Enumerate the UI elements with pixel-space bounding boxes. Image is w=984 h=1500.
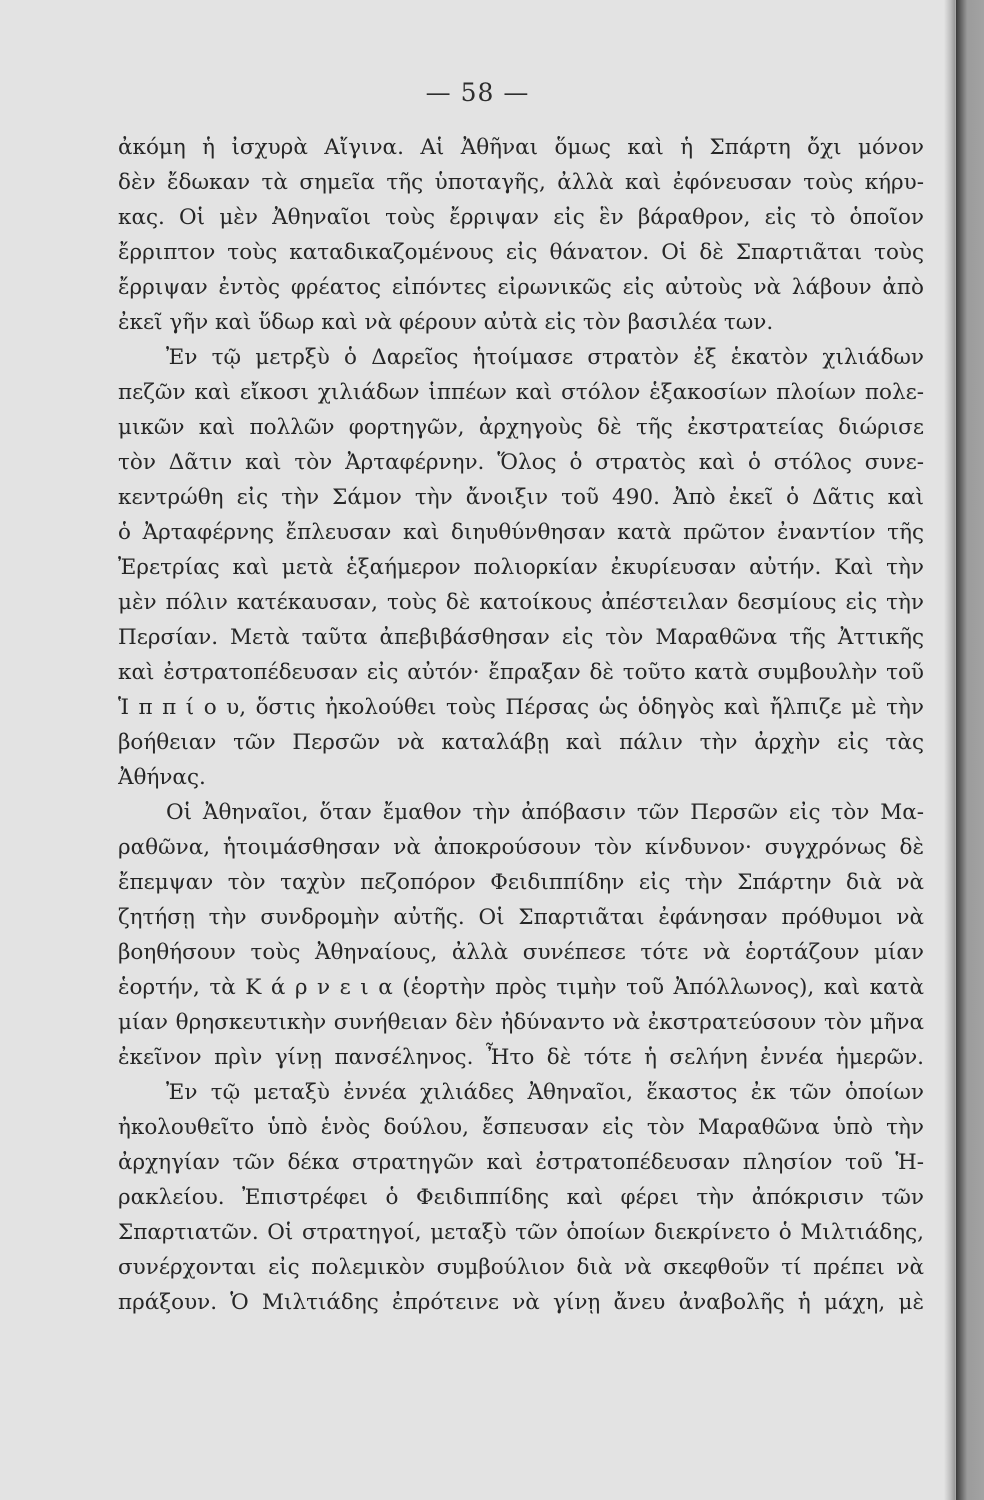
text-line: ὁ Ἀρταφέρνης ἔπλευσαν καὶ διηυθύνθησαν κατὰ πρῶτον ἐναντίον τῆς: [118, 520, 924, 545]
text-line: ἔπεμψαν τὸν ταχὺν πεζοπόρον Φειδιππίδην εἰς τὴν Σπάρτην διὰ νὰ: [118, 870, 924, 895]
text-line: Σπαρτιατῶν. Οἱ στρατηγοί, μεταξὺ τῶν ὁποίων διεκρίνετο ὁ Μιλτιάδης,: [118, 1220, 924, 1245]
text-line: τὸν Δᾶτιν καὶ τὸν Ἀρταφέρνην. Ὅλος ὁ στρατὸς καὶ ὁ στόλος συνε-: [118, 450, 924, 475]
text-line: ἑορτήν, τὰ Κ ά ρ ν ε ι α (ἑορτὴν πρὸς τιμὴν τοῦ Ἀπόλλωνος), καὶ κατὰ: [118, 975, 924, 1000]
text-line: ραθῶνα, ἡτοιμάσθησαν νὰ ἀποκρούσουν τὸν κίνδυνον· συγχρόνως δὲ: [118, 835, 924, 860]
text-line: ἀρχηγίαν τῶν δέκα στρατηγῶν καὶ ἐστρατοπέδευσαν πλησίον τοῦ Ἡ-: [118, 1150, 924, 1175]
text-line: ἔρριπτον τοὺς καταδικαζομένους εἰς θάνατον. Οἱ δὲ Σπαρτιᾶται τοὺς: [118, 240, 924, 265]
body-text: [118, 130, 924, 1320]
text-line: Ἱ π π ί ο υ, ὅστις ἠκολούθει τοὺς Πέρσας ὡς ὁδηγὸς καὶ ἤλπιζε μὲ τὴν: [118, 695, 924, 720]
text-line: δὲν ἔδωκαν τὰ σημεῖα τῆς ὑποταγῆς, ἀλλὰ καὶ ἐφόνευσαν τοὺς κήρυ-: [118, 170, 924, 195]
text-line: κεντρώθη εἰς τὴν Σάμον τὴν ἄνοιξιν τοῦ 490. Ἀπὸ ἐκεῖ ὁ Δᾶτις καὶ: [118, 485, 924, 510]
text-line: Ἐρετρίας καὶ μετὰ ἑξαήμερον πολιορκίαν ἐκυρίευσαν αὐτήν. Καὶ τὴν: [118, 555, 924, 580]
paragraph-start-line: Ἐν τῷ μετρξὺ ὁ Δαρεῖος ἡτοίμασε στρατὸν ἐξ ἑκατὸν χιλιάδων: [166, 345, 924, 370]
paragraph-start-line: Οἱ Ἀθηναῖοι, ὅταν ἔμαθον τὴν ἀπόβασιν τῶν Περσῶν εἰς τὸν Μα-: [166, 800, 924, 825]
text-line: πράξουν. Ὁ Μιλτιάδης ἐπρότεινε νὰ γίνῃ ἄνευ ἀναβολῆς ἡ μάχη, μὲ: [118, 1290, 924, 1315]
text-line: Περσίαν. Μετὰ ταῦτα ἀπεβιβάσθησαν εἰς τὸν Μαραθῶνα τῆς Ἀττικῆς: [118, 625, 924, 650]
text-line: ἐκεῖνον πρὶν γίνῃ πανσέληνος. Ἦτο δὲ τότε ἡ σελήνη ἐννέα ἡμερῶν.: [118, 1045, 924, 1070]
text-line: πεζῶν καὶ εἴκοσι χιλιάδων ἱππέων καὶ στόλον ἑξακοσίων πλοίων πολε-: [118, 380, 924, 405]
text-line: βοήθειαν τῶν Περσῶν νὰ καταλάβῃ καὶ πάλιν τὴν ἀρχὴν εἰς τὰς: [118, 730, 924, 755]
page-number: — 58 —: [425, 78, 530, 107]
text-line: ἐκεῖ γῆν καὶ ὕδωρ καὶ νὰ φέρουν αὐτὰ εἰς τὸν βασιλέα των.: [118, 310, 774, 335]
text-line: μικῶν καὶ πολλῶν φορτηγῶν, ἀρχηγοὺς δὲ τῆς ἐκστρατείας διώρισε: [118, 415, 924, 440]
paragraph-start-line: Ἐν τῷ μεταξὺ ἐννέα χιλιάδες Ἀθηναῖοι, ἕκαστος ἐκ τῶν ὁποίων: [166, 1080, 924, 1105]
text-line: ἔρριψαν ἐντὸς φρέατος εἰπόντες εἰρωνικῶς εἰς αὐτοὺς νὰ λάβουν ἀπὸ: [118, 275, 924, 300]
text-line: καὶ ἐστρατοπέδευσαν εἰς αὐτόν· ἔπραξαν δὲ τοῦτο κατὰ συμβουλὴν τοῦ: [118, 660, 924, 685]
text-line: συνέρχονται εἰς πολεμικὸν συμβούλιον διὰ νὰ σκεφθοῦν τί πρέπει νὰ: [118, 1255, 924, 1280]
text-line: ἠκολουθεῖτο ὑπὸ ἑνὸς δούλου, ἔσπευσαν εἰς τὸν Μαραθῶνα ὑπὸ τὴν: [118, 1115, 924, 1140]
text-line: Ἀθήνας.: [118, 765, 206, 790]
text-line: κας. Οἱ μὲν Ἀθηναῖοι τοὺς ἔρριψαν εἰς ἓν βάραθρον, εἰς τὸ ὁποῖον: [118, 205, 924, 230]
text-line: μὲν πόλιν κατέκαυσαν, τοὺς δὲ κατοίκους ἀπέστειλαν δεσμίους εἰς τὴν: [118, 590, 924, 615]
text-line: βοηθήσουν τοὺς Ἀθηναίους, ἀλλὰ συνέπεσε τότε νὰ ἑορτάζουν μίαν: [118, 940, 924, 965]
text-line: μίαν θρησκευτικὴν συνήθειαν δὲν ἠδύναντο νὰ ἐκστρατεύσουν τὸν μῆνα: [118, 1010, 924, 1035]
page-edge-shadow: [944, 0, 955, 1500]
scan-edge: [956, 0, 984, 1500]
text-line: ἀκόμη ἡ ἰσχυρὰ Αἴγινα. Αἱ Ἀθῆναι ὅμως καὶ ἡ Σπάρτη ὄχι μόνον: [118, 135, 924, 160]
text-line: ζητήσῃ τὴν συνδρομὴν αὐτῆς. Οἱ Σπαρτιᾶται ἐφάνησαν πρόθυμοι νὰ: [118, 905, 924, 930]
text-line: ρακλείου. Ἐπιστρέφει ὁ Φειδιππίδης καὶ φέρει τὴν ἀπόκρισιν τῶν: [118, 1185, 924, 1210]
